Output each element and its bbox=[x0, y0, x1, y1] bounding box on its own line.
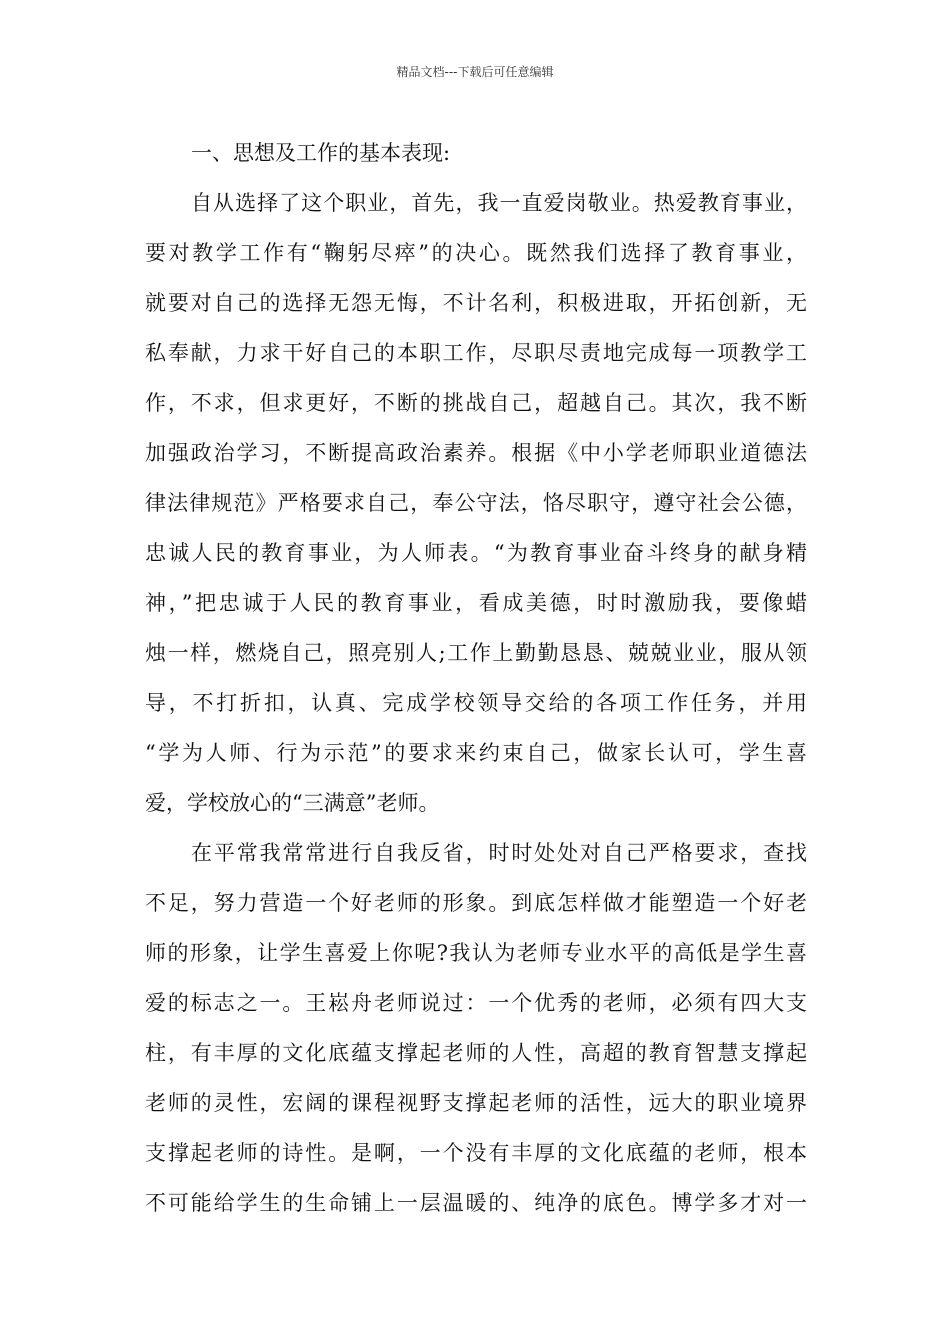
paragraph-line: 老师的灵性，宏阔的课程视野支撑起老师的活性，远大的职业境界 bbox=[145, 1091, 807, 1115]
paragraph-line: 自从选择了这个职业，首先，我一直爱岗敬业。热爱教育事业， bbox=[191, 191, 807, 215]
paragraph-line: 不足，努力营造一个好老师的形象。到底怎样做才能塑造一个好老 bbox=[145, 891, 807, 915]
paragraph-line: 律法律规范》严格要求自己，奉公守法，恪尽职守，遵守社会公德， bbox=[145, 491, 807, 515]
paragraph-line: 不可能给学生的生命铺上一层温暖的、纯净的底色。博学多才对一 bbox=[145, 1191, 807, 1215]
paragraph-line: 要对教学工作有“鞠躬尽瘁”的决心。既然我们选择了教育事业， bbox=[145, 241, 807, 265]
paragraph-line: 加强政治学习，不断提高政治素养。根据《中小学老师职业道德法 bbox=[145, 441, 807, 465]
paragraph-line: 支撑起老师的诗性。是啊，一个没有丰厚的文化底蕴的老师，根本 bbox=[145, 1141, 807, 1165]
document-body bbox=[145, 128, 807, 1228]
paragraph-line: 烛一样，燃烧自己，照亮别人;工作上勤勤恳恳、兢兢业业，服从领 bbox=[145, 641, 807, 665]
paragraph-line: 导，不打折扣，认真、完成学校领导交给的各项工作任务，并用 bbox=[145, 691, 807, 715]
section-heading: 一、思想及工作的基本表现: bbox=[191, 141, 451, 165]
paragraph-line: 柱，有丰厚的文化底蕴支撑起老师的人性，高超的教育智慧支撑起 bbox=[145, 1041, 807, 1065]
paragraph-1 bbox=[145, 178, 807, 828]
paragraph-2 bbox=[145, 828, 807, 1228]
paragraph-line: 爱的标志之一。王崧舟老师说过：一个优秀的老师，必须有四大支 bbox=[145, 991, 807, 1015]
paragraph-line: 爱，学校放心的“三满意”老师。 bbox=[145, 791, 440, 815]
paragraph-line: 忠诚人民的教育事业，为人师表。“为教育事业奋斗终身的献身精 bbox=[145, 541, 807, 565]
page-header: 精品文档---下载后可任意编辑 bbox=[396, 65, 554, 79]
paragraph-line: 师的形象，让学生喜爱上你呢?我认为老师专业水平的高低是学生喜 bbox=[145, 941, 807, 965]
paragraph-line: 在平常我常常进行自我反省，时时处处对自己严格要求，查找 bbox=[191, 841, 807, 865]
paragraph-line: “学为人师、行为示范”的要求来约束自己，做家长认可，学生喜 bbox=[145, 741, 807, 765]
paragraph-line: 作，不求，但求更好，不断的挑战自己，超越自己。其次，我不断 bbox=[145, 391, 807, 415]
paragraph-line: 就要对自己的选择无怨无悔，不计名利，积极进取，开拓创新，无 bbox=[145, 291, 807, 315]
paragraph-line: 私奉献，力求干好自己的本职工作，尽职尽责地完成每一项教学工 bbox=[145, 341, 807, 365]
paragraph-line: 神，”把忠诚于人民的教育事业，看成美德，时时激励我，要像蜡 bbox=[145, 591, 807, 615]
